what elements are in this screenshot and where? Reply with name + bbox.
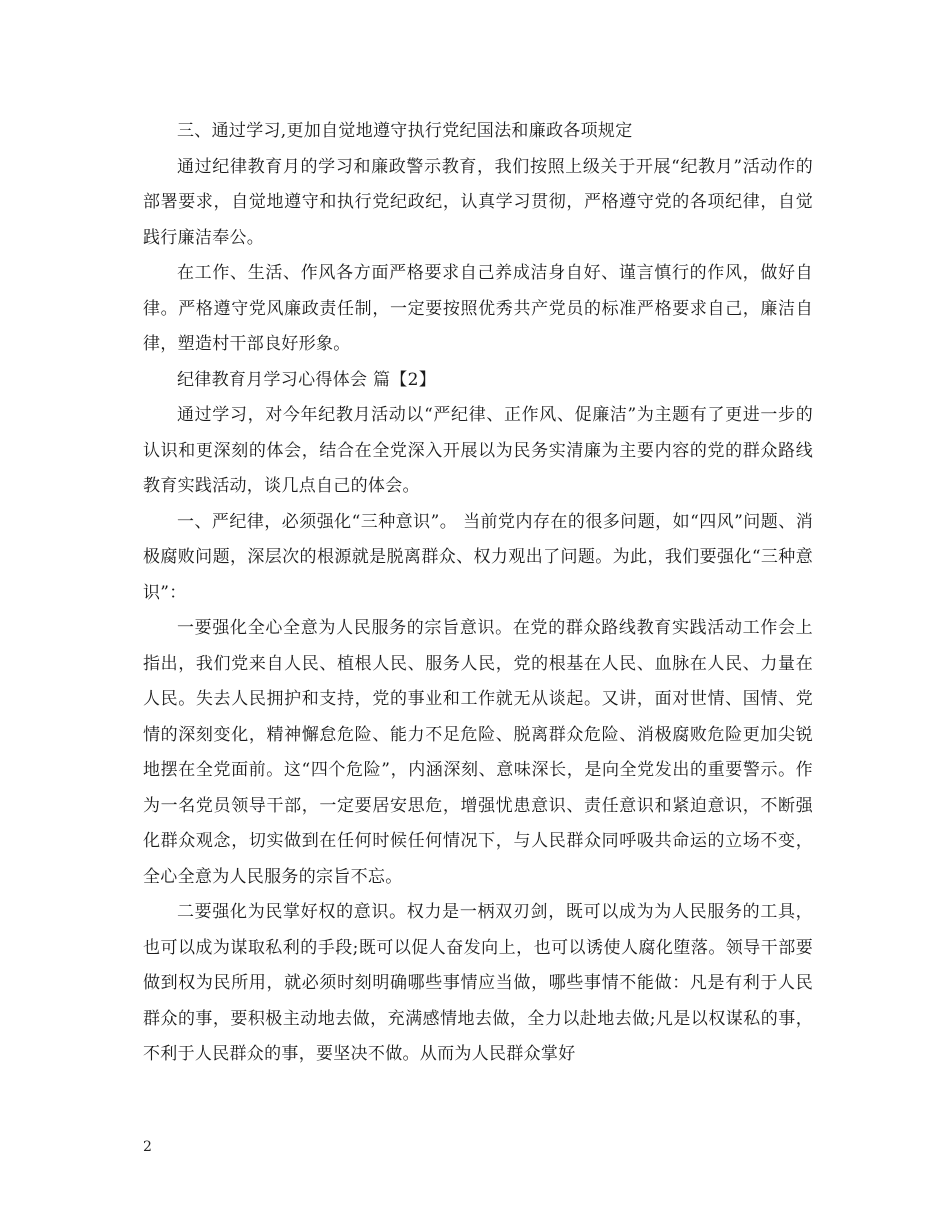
page-number: 2 [143, 1139, 152, 1155]
article-title: 纪律教育月学习心得体会 篇【2】 [177, 369, 437, 390]
section-heading-one: 一、严纪律，必须强化“三种意识”。 当前党内存在的很多问题，如“四风”问题、消极腐败问题，深层次的根源就是脱离群众、权力观出了问题。为此，我们要强化“三种意识”： [143, 511, 813, 603]
body-paragraph: 通过纪律教育月的学习和廉政警示教育，我们按照上级关于开展“纪教月”活动作的部署要求，自觉地遵守和执行党纪政纪，认真学习贯彻，严格遵守党的各项纪律，自觉践行廉洁奉公。 [143, 156, 813, 248]
body-paragraph: 通过学习，对今年纪教月活动以“严纪律、正作风、促廉洁”为主题有了更进一步的认识和更深刻的体会，结合在全党深入开展以为民务实清廉为主要内容的党的群众路线教育实践活动，谈几点自己的体会。 [143, 405, 813, 496]
section-heading-three: 三、通过学习,更加自觉地遵守执行党纪国法和廉政各项规定 [177, 121, 633, 141]
body-paragraph: 一要强化全心全意为人民服务的宗旨意识。在党的群众路线教育实践活动工作会上指出，我们党来自人民、植根人民、服务人民，党的根基在人民、血脉在人民、力量在人民。失去人民拥护和支持，党的事业和工作就无从谈起。又讲，面对世情、国情、党情的深刻变化，精神懈怠危险、能力不足危险、脱离群众危险、消极腐败危险更加尖锐地摆在全党面前。这“四个危险”，内涵深刻、意味深长，是向全党发出的重要警示。作为一名党员领导干部，一定要居安思危，增强忧患意识、责任意识和紧迫意识，不断强化群众观念，切实做到在任何时候任何情况下，与人民群众同呼吸共命运的立场不变，全心全意为人民服务的宗旨不忘。 [143, 618, 813, 887]
body-paragraph: 二要强化为民掌好权的意识。权力是一柄双刃剑，既可以成为为人民服务的工具，也可以成为谋取私利的手段;既可以促人奋发向上，也可以诱使人腐化堕落。领导干部要做到权为民所用，就必须时刻明确哪些事情应当做，哪些事情不能做：凡是有利于人民群众的事，要积极主动地去做，充满感情地去做，全力以赴地去做;凡是以权谋私的事，不利于人民群众的事，要坚决不做。从而为人民群众掌好 [143, 902, 813, 1064]
body-paragraph: 在工作、生活、作风各方面严格要求自己养成洁身自好、谨言慎行的作风，做好自律。严格遵守党风廉政责任制，一定要按照优秀共产党员的标准严格要求自己，廉洁自律，塑造村干部良好形象。 [143, 263, 813, 354]
document-body [143, 114, 813, 1073]
